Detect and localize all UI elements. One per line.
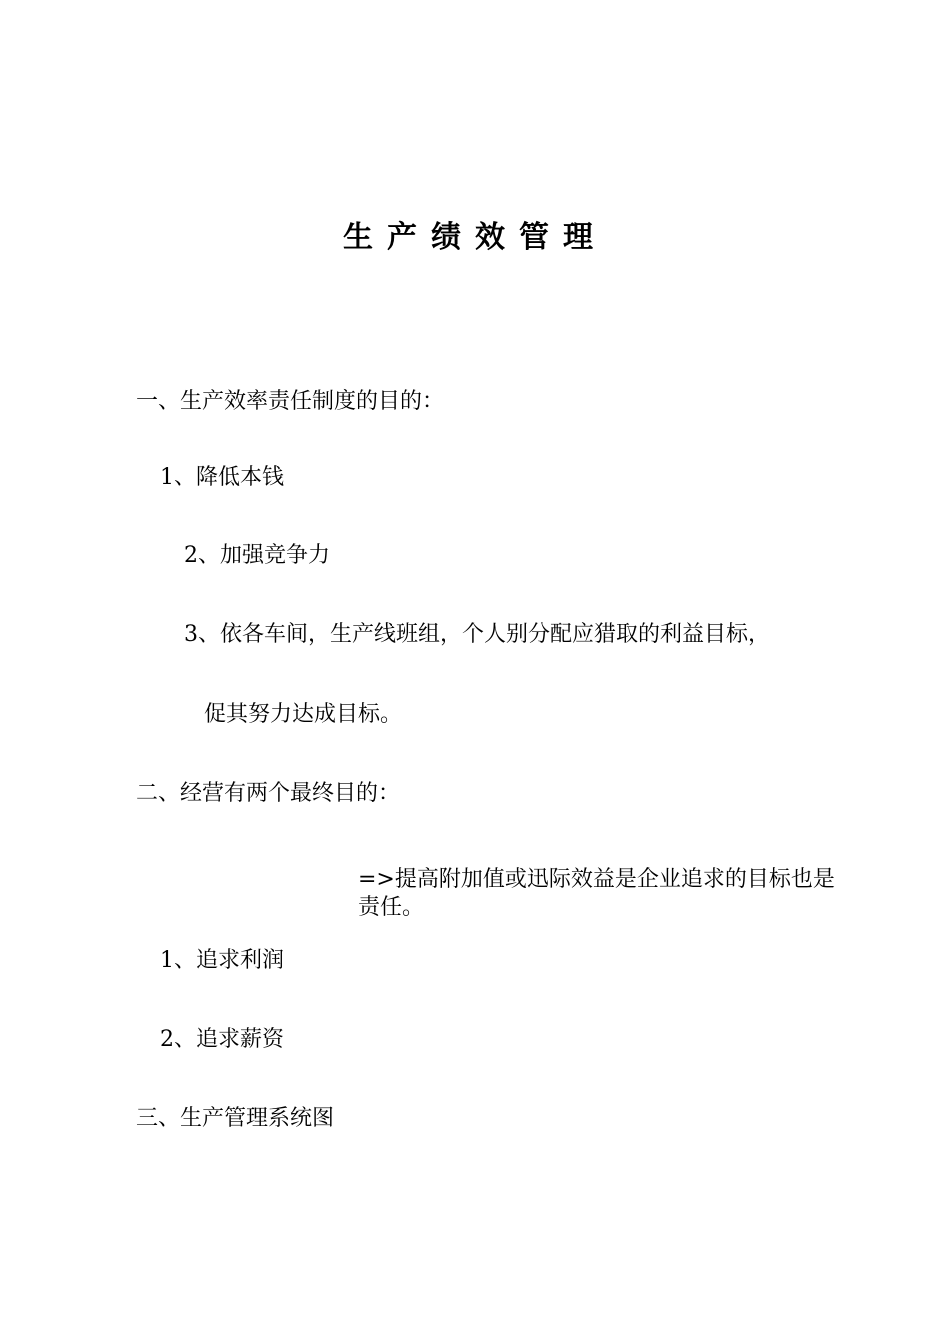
section-1-item-3-continuation: 促其努力达成目标。 (204, 702, 403, 727)
section-1-item-3: 3、依各车间，生产线班组，个人别分配应猎取的利益目标， (184, 622, 770, 647)
section-1-item-2: 2、加强竞争力 (184, 543, 330, 568)
section-3-heading: 三、生产管理系统图 (136, 1106, 335, 1131)
section-2-heading: 二、经营有两个最终目的： (136, 781, 401, 806)
section-1-heading: 一、生产效率责任制度的目的： (136, 389, 445, 414)
section-2-item-1: 1、追求利润 (160, 948, 284, 973)
section-1-item-1: 1、降低本钱 (160, 465, 284, 490)
section-2-note: =>提高附加值或迅际效益是企业追求的目标也是责任。 (358, 867, 835, 920)
section-2-item-2: 2、追求薪资 (160, 1027, 284, 1052)
document-title: 生产绩效管理 (343, 220, 607, 255)
